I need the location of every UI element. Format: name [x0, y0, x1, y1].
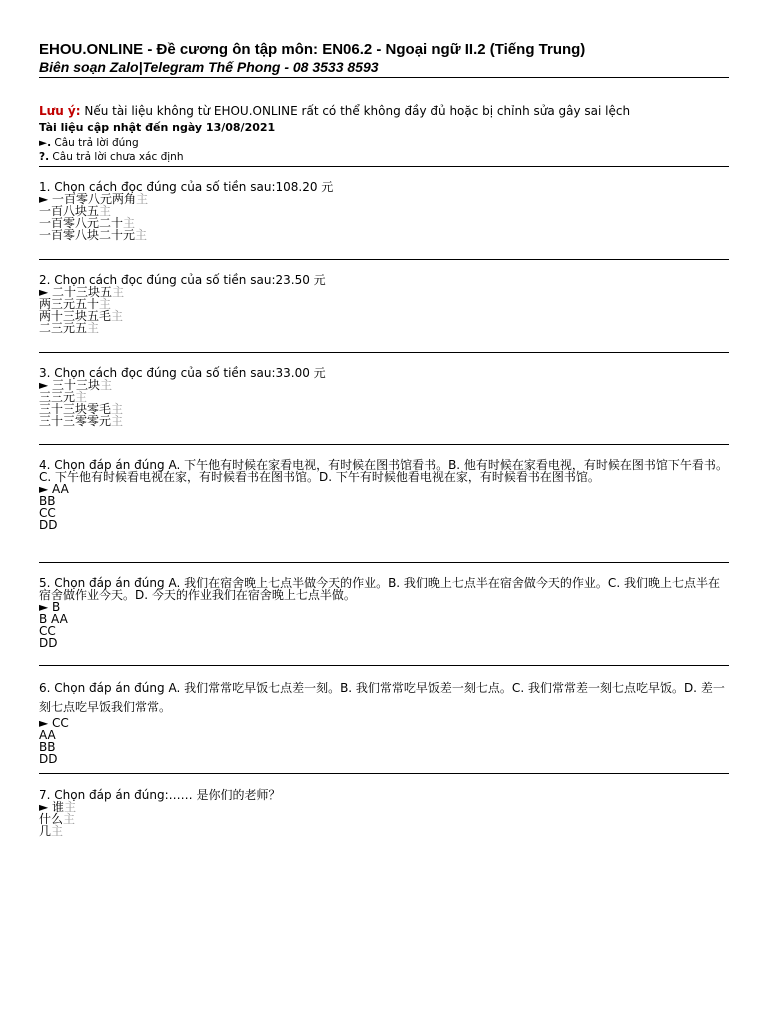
- document-subtitle: Biên soạn Zalo|Telegram Thế Phong - 08 3533 8593: [39, 59, 379, 75]
- answer-option: DD: [39, 518, 58, 532]
- answer-option: 三三元主: [39, 390, 88, 404]
- question-stem: 3. Chọn cách đọc đúng của số tiền sau:33.00 元: [39, 366, 326, 380]
- divider: [39, 352, 729, 353]
- legend-correct-text: Câu trả lời đúng: [51, 137, 139, 149]
- update-date: Tài liệu cập nhật đến ngày 13/08/2021: [39, 121, 276, 134]
- question-5: [39, 577, 729, 649]
- question-stem: 5. Chọn đáp án đúng A. 我们在宿舍晚上七点半做今天的作业。B. 我们晚上七点半在宿舍做今天的作业。C. 我们晚上七点半在宿舍做作业今天。D. 今天的作业我们在宿舍晚上七点半做。: [39, 576, 720, 602]
- answer-option: B AA: [39, 612, 68, 626]
- answer-option: 一百零八元二十主: [39, 216, 136, 230]
- unknown-marker-icon: ?.: [39, 151, 50, 163]
- question-1: [39, 181, 729, 241]
- answer-option-correct: ► AA: [39, 482, 69, 496]
- answer-option: DD: [39, 752, 58, 766]
- answer-option-correct: ► 谁主: [39, 800, 77, 814]
- divider: [39, 562, 729, 563]
- answer-option: 二三元五主: [39, 321, 100, 335]
- answer-option: 两十三块五毛主: [39, 309, 124, 323]
- question-stem: 6. Chọn đáp án đúng A. 我们常常吃早饭七点差一刻。B. 我们常常吃早饭差一刻七点。C. 我们常常差一刻七点吃早饭。D. 差一刻七点吃早饭我们常常。: [39, 681, 725, 714]
- divider: [39, 665, 729, 666]
- answer-option: CC: [39, 506, 56, 520]
- answer-option: 两三元五十主: [39, 297, 112, 311]
- question-4: [39, 459, 729, 531]
- question-stem: 4. Chọn đáp án đúng A. 下午他有时候在家看电视，有时候在图书馆看书。B. 他有时候在家看电视，有时候在图书馆下午看书。C. 下午他有时候看电视在家，有时候看书在图书馆。D. 下午有时候他看电视在家，有时候看书在图书馆。: [39, 458, 728, 484]
- answer-option: AA: [39, 728, 56, 742]
- answer-option-correct: ► 二十三块五主: [39, 285, 125, 299]
- warning-text: Nếu tài liệu không từ EHOU.ONLINE rất có thể không đầy đủ hoặc bị chỉnh sửa gây sai lệch: [80, 104, 631, 118]
- question-stem: 1. Chọn cách đọc đúng của số tiền sau:108.20 元: [39, 180, 334, 194]
- question-3: [39, 367, 729, 427]
- legend-unknown-text: Câu trả lời chưa xác định: [49, 151, 184, 163]
- divider: [39, 773, 729, 774]
- question-stem: 7. Chọn đáp án đúng:…… 是你们的老师？: [39, 788, 281, 802]
- question-7: [39, 789, 729, 837]
- answer-option-correct: ► B: [39, 600, 61, 614]
- answer-option-correct: ► 一百零八元两角主: [39, 192, 149, 206]
- answer-option: 一百八块五主: [39, 204, 112, 218]
- answer-option: 什么主: [39, 812, 76, 826]
- answer-option: BB: [39, 740, 56, 754]
- header-divider: [39, 77, 729, 78]
- legend-correct: [39, 137, 139, 149]
- answer-option: 一百零八块二十元主: [39, 228, 148, 242]
- divider: [39, 259, 729, 260]
- question-2: [39, 274, 729, 334]
- answer-option-correct: ► 三十三块主: [39, 378, 113, 392]
- legend-unknown: [39, 151, 184, 163]
- question-stem: 2. Chọn cách đọc đúng của số tiền sau:23.50 元: [39, 273, 326, 287]
- answer-option: DD: [39, 636, 58, 650]
- document-title: EHOU.ONLINE - Đề cương ôn tập môn: EN06.2 - Ngoại ngữ II.2 (Tiếng Trung): [39, 41, 586, 58]
- question-6: [39, 679, 729, 765]
- warning-note: [39, 104, 630, 118]
- divider: [39, 444, 729, 445]
- answer-option-correct: ► CC: [39, 716, 69, 730]
- answer-option: CC: [39, 624, 56, 638]
- answer-option: 三十三块零毛主: [39, 402, 124, 416]
- divider: [39, 166, 729, 167]
- answer-option: 三十三零零元主: [39, 414, 124, 428]
- correct-marker-icon: ►.: [39, 137, 52, 149]
- answer-option: 几主: [39, 824, 64, 838]
- answer-option: BB: [39, 494, 56, 508]
- warning-label: Lưu ý:: [39, 104, 81, 118]
